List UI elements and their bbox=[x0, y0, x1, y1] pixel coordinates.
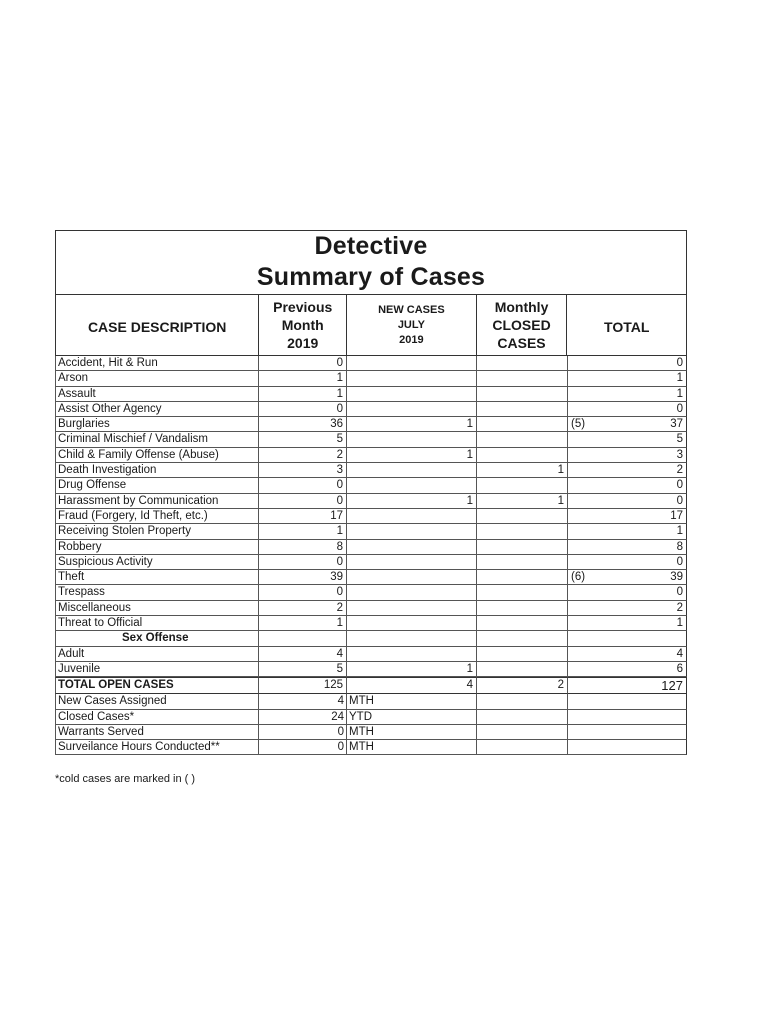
previous-month-value: 3 bbox=[258, 463, 346, 478]
table-cell bbox=[476, 725, 567, 740]
new-cases-value bbox=[346, 402, 476, 417]
total-previous: 125 bbox=[258, 677, 346, 694]
previous-month-value: 0 bbox=[258, 402, 346, 417]
total-value: 0 bbox=[676, 402, 683, 415]
table-row bbox=[55, 616, 687, 631]
closed-cases-value: 1 bbox=[476, 494, 567, 509]
table-cell bbox=[567, 725, 687, 740]
case-description: Criminal Mischief / Vandalism bbox=[55, 432, 258, 447]
previous-month-value: 36 bbox=[258, 417, 346, 432]
header-new-line3: 2019 bbox=[399, 333, 424, 346]
cold-case-count: (6) bbox=[571, 571, 586, 584]
title-box bbox=[55, 230, 687, 294]
header-previous-line1: Previous bbox=[273, 299, 333, 315]
total-value: 1 bbox=[676, 617, 683, 630]
cold-case-count: (5) bbox=[571, 418, 586, 431]
case-description: Miscellaneous bbox=[55, 601, 258, 616]
total-cell bbox=[567, 555, 687, 570]
closed-cases-value bbox=[476, 371, 567, 386]
case-description: Receiving Stolen Property bbox=[55, 524, 258, 539]
new-cases-value bbox=[346, 356, 476, 371]
case-description: Burglaries bbox=[55, 417, 258, 432]
previous-month-value: 1 bbox=[258, 371, 346, 386]
total-cell bbox=[567, 616, 687, 631]
new-cases-value bbox=[346, 616, 476, 631]
table-row bbox=[55, 662, 687, 677]
closed-cases-value bbox=[476, 540, 567, 555]
closed-cases-value bbox=[476, 601, 567, 616]
header-previous-line2: Month bbox=[281, 317, 324, 333]
table-cell bbox=[476, 694, 567, 709]
new-cases-value bbox=[346, 601, 476, 616]
case-description: Arson bbox=[55, 371, 258, 386]
stat-unit: MTH bbox=[346, 740, 476, 755]
new-cases-value bbox=[346, 432, 476, 447]
previous-month-value: 0 bbox=[258, 356, 346, 371]
previous-month-value: 0 bbox=[258, 555, 346, 570]
closed-cases-value bbox=[476, 647, 567, 662]
stat-label: Surveilance Hours Conducted** bbox=[55, 740, 258, 755]
new-cases-value bbox=[346, 463, 476, 478]
total-cell bbox=[567, 524, 687, 539]
header-total: TOTAL bbox=[566, 295, 686, 355]
stat-unit: YTD bbox=[346, 710, 476, 725]
total-cell bbox=[567, 432, 687, 447]
total-value: 5 bbox=[676, 433, 683, 446]
new-cases-value bbox=[346, 387, 476, 402]
case-description: Assist Other Agency bbox=[55, 402, 258, 417]
total-cell bbox=[567, 570, 687, 585]
total-value: 0 bbox=[676, 357, 683, 369]
total-value: 2 bbox=[676, 601, 683, 614]
header-new-line1: NEW CASES bbox=[378, 303, 445, 316]
previous-month-value: 5 bbox=[258, 432, 346, 447]
case-description: Theft bbox=[55, 570, 258, 585]
closed-cases-value bbox=[476, 570, 567, 585]
total-value: 1 bbox=[676, 525, 683, 538]
table-row bbox=[55, 478, 687, 493]
sex-offense-heading: Sex Offense bbox=[55, 631, 258, 646]
closed-cases-value bbox=[476, 509, 567, 524]
table-row bbox=[55, 524, 687, 539]
previous-month-value: 0 bbox=[258, 478, 346, 493]
table-header bbox=[55, 294, 687, 356]
total-value: 37 bbox=[670, 418, 683, 431]
new-cases-value bbox=[346, 555, 476, 570]
title-line-1: Detective bbox=[314, 232, 428, 260]
new-cases-value bbox=[346, 509, 476, 524]
table-row bbox=[55, 387, 687, 402]
case-description: Fraud (Forgery, Id Theft, etc.) bbox=[55, 509, 258, 524]
table-cell bbox=[567, 740, 687, 755]
table-row bbox=[55, 540, 687, 555]
table-row bbox=[55, 432, 687, 447]
stat-value-cell bbox=[258, 710, 346, 725]
footnote: *cold cases are marked in ( ) bbox=[55, 773, 195, 785]
previous-month-value: 1 bbox=[258, 524, 346, 539]
table-row bbox=[55, 494, 687, 509]
table-row bbox=[55, 570, 687, 585]
table-cell bbox=[567, 694, 687, 709]
closed-cases-value bbox=[476, 448, 567, 463]
new-cases-value bbox=[346, 570, 476, 585]
total-cell bbox=[567, 463, 687, 478]
case-summary-sheet bbox=[55, 230, 687, 755]
new-cases-value bbox=[346, 524, 476, 539]
closed-cases-value bbox=[476, 432, 567, 447]
stat-row bbox=[55, 740, 687, 755]
new-cases-value: 1 bbox=[346, 417, 476, 432]
stat-value-cell bbox=[258, 740, 346, 755]
new-cases-value bbox=[346, 647, 476, 662]
total-closed: 2 bbox=[476, 677, 567, 694]
case-description: Child & Family Offense (Abuse) bbox=[55, 448, 258, 463]
closed-cases-value bbox=[476, 387, 567, 402]
total-cell bbox=[567, 494, 687, 509]
total-cell bbox=[567, 509, 687, 524]
closed-cases-value bbox=[476, 356, 567, 371]
total-cell bbox=[567, 540, 687, 555]
total-cell bbox=[567, 478, 687, 493]
total-cell bbox=[567, 448, 687, 463]
header-new-line2: JULY bbox=[397, 318, 425, 331]
closed-cases-value bbox=[476, 524, 567, 539]
previous-month-value: 4 bbox=[258, 647, 346, 662]
stat-value-cell bbox=[258, 694, 346, 709]
table-row bbox=[55, 555, 687, 570]
previous-month-value: 2 bbox=[258, 601, 346, 616]
total-value: 0 bbox=[676, 479, 683, 492]
stat-label: Warrants Served bbox=[55, 725, 258, 740]
case-description: Harassment by Communication bbox=[55, 494, 258, 509]
stat-value: 0 bbox=[337, 741, 344, 754]
new-cases-value bbox=[346, 371, 476, 386]
previous-month-value: 2 bbox=[258, 448, 346, 463]
closed-cases-value bbox=[476, 555, 567, 570]
new-cases-value bbox=[346, 478, 476, 493]
new-cases-value: 1 bbox=[346, 494, 476, 509]
table-row bbox=[55, 356, 687, 371]
total-new: 4 bbox=[346, 677, 476, 694]
header-case-description: CASE DESCRIPTION bbox=[87, 319, 227, 335]
total-cell bbox=[567, 371, 687, 386]
header-closed-line2: CLOSED bbox=[492, 317, 551, 333]
header-new-cases bbox=[346, 295, 476, 355]
total-value: 8 bbox=[676, 540, 683, 553]
table-row bbox=[55, 647, 687, 662]
closed-cases-value bbox=[476, 402, 567, 417]
sex-offense-heading-row bbox=[55, 631, 687, 646]
case-description: Drug Offense bbox=[55, 478, 258, 493]
total-value: 4 bbox=[567, 647, 687, 662]
total-cell bbox=[567, 601, 687, 616]
total-value: 0 bbox=[676, 586, 683, 599]
previous-month-value: 39 bbox=[258, 570, 346, 585]
header-closed-cases bbox=[476, 295, 567, 355]
closed-cases-value bbox=[476, 662, 567, 677]
total-value: 17 bbox=[670, 509, 683, 522]
previous-month-value: 1 bbox=[258, 616, 346, 631]
new-cases-value: 1 bbox=[346, 448, 476, 463]
new-cases-value bbox=[346, 585, 476, 600]
table-cell bbox=[346, 631, 476, 646]
header-closed-line1: Monthly bbox=[494, 299, 549, 315]
table-cell bbox=[567, 710, 687, 725]
case-description: Suspicious Activity bbox=[55, 555, 258, 570]
total-total: 127 bbox=[567, 677, 687, 694]
table-cell bbox=[476, 710, 567, 725]
table-cell bbox=[476, 631, 567, 646]
stat-value: 0 bbox=[337, 725, 344, 738]
previous-month-value: 5 bbox=[258, 662, 346, 677]
total-value: 39 bbox=[670, 571, 683, 584]
header-closed-line3: CASES bbox=[497, 335, 546, 351]
stat-row bbox=[55, 725, 687, 740]
total-value: 1 bbox=[676, 387, 683, 400]
case-description: Death Investigation bbox=[55, 463, 258, 478]
stat-row bbox=[55, 710, 687, 725]
table-row bbox=[55, 371, 687, 386]
case-description: Robbery bbox=[55, 540, 258, 555]
previous-month-value: 0 bbox=[258, 494, 346, 509]
stat-value: 24 bbox=[331, 710, 344, 723]
case-description: Trespass bbox=[55, 585, 258, 600]
table-cell bbox=[567, 631, 687, 646]
stat-row bbox=[55, 694, 687, 709]
total-value: 0 bbox=[676, 555, 683, 568]
case-description: Adult bbox=[55, 647, 258, 662]
case-description: Assault bbox=[55, 387, 258, 402]
total-cell bbox=[567, 387, 687, 402]
case-description: Threat to Official bbox=[55, 616, 258, 631]
previous-month-value: 8 bbox=[258, 540, 346, 555]
table-row bbox=[55, 448, 687, 463]
table-row bbox=[55, 601, 687, 616]
new-cases-value: 1 bbox=[346, 662, 476, 677]
new-cases-value bbox=[346, 540, 476, 555]
previous-month-value: 17 bbox=[258, 509, 346, 524]
closed-cases-value bbox=[476, 616, 567, 631]
sex-offense-rows bbox=[55, 647, 687, 678]
closed-cases-value bbox=[476, 585, 567, 600]
stats-rows bbox=[55, 694, 687, 755]
previous-month-value: 0 bbox=[258, 585, 346, 600]
table-row bbox=[55, 402, 687, 417]
table-cell bbox=[476, 740, 567, 755]
total-cell bbox=[567, 356, 687, 371]
table-row bbox=[55, 463, 687, 478]
table-row bbox=[55, 509, 687, 524]
previous-month-value: 1 bbox=[258, 387, 346, 402]
title-line-2: Summary of Cases bbox=[256, 263, 486, 291]
stat-label: New Cases Assigned bbox=[55, 694, 258, 709]
header-previous-month bbox=[258, 295, 346, 355]
closed-cases-value: 1 bbox=[476, 463, 567, 478]
table-row bbox=[55, 585, 687, 600]
table-row bbox=[55, 417, 687, 432]
total-open-cases-row bbox=[55, 677, 687, 694]
closed-cases-value bbox=[476, 478, 567, 493]
total-cell bbox=[567, 417, 687, 432]
total-value: 2 bbox=[676, 464, 683, 477]
case-rows bbox=[55, 356, 687, 631]
stat-label: Closed Cases* bbox=[55, 710, 258, 725]
case-description: Juvenile bbox=[55, 662, 258, 677]
total-label: TOTAL OPEN CASES bbox=[55, 677, 258, 694]
stat-unit: MTH bbox=[346, 694, 476, 709]
stat-value: 4 bbox=[337, 695, 344, 708]
total-value: 0 bbox=[676, 494, 683, 507]
stat-unit: MTH bbox=[346, 725, 476, 740]
total-value: 3 bbox=[676, 448, 683, 461]
table-cell bbox=[258, 631, 346, 646]
header-previous-line3: 2019 bbox=[287, 335, 319, 351]
closed-cases-value bbox=[476, 417, 567, 432]
case-description: Accident, Hit & Run bbox=[55, 356, 258, 371]
total-value: 6 bbox=[567, 662, 687, 677]
stat-value-cell bbox=[258, 725, 346, 740]
total-cell bbox=[567, 585, 687, 600]
total-value: 1 bbox=[676, 372, 683, 385]
total-cell bbox=[567, 402, 687, 417]
